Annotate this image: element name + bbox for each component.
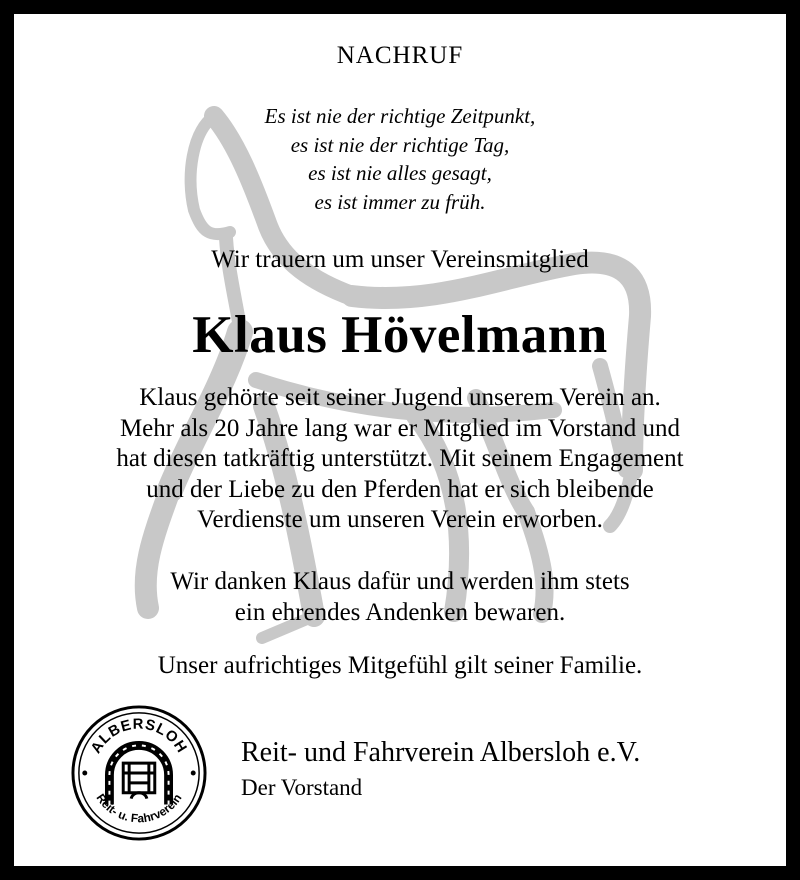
- memorial-poem: [14, 102, 786, 216]
- logo-top-text: ALBERSLOH: [88, 716, 190, 757]
- logo-bottom-text: Reit- u. Fahrverein: [93, 791, 185, 826]
- poem-line: es ist nie alles gesagt,: [308, 161, 492, 185]
- text-line: Wir danken Klaus dafür und werden ihm stets: [170, 568, 630, 595]
- text-line: Verdienste um unseren Verein erworben.: [197, 506, 603, 533]
- notice-heading: NACHRUF: [336, 42, 464, 69]
- text-line: hat diesen tatkräftig unterstützt. Mit seinem Engagement: [116, 445, 684, 472]
- poem-line: Es ist nie der richtige Zeitpunkt,: [264, 104, 536, 128]
- text-line: Unser aufrichtiges Mitgefühl gilt seiner Familie.: [157, 652, 643, 679]
- text-line: Klaus gehörte seit seiner Jugend unserem Verein an.: [139, 384, 661, 411]
- condolence-paragraph: [14, 651, 786, 682]
- thanks-paragraph: [14, 567, 786, 628]
- mourning-intro: Wir trauern um unser Vereinsmitglied: [211, 246, 589, 273]
- club-logo: [70, 704, 208, 842]
- signatory: Der Vorstand: [241, 775, 363, 800]
- text-line: und der Liebe zu den Pferden hat er sich bleibende: [146, 475, 654, 503]
- poem-line: es ist nie der richtige Tag,: [290, 132, 510, 157]
- deceased-name: Klaus Hövelmann: [192, 306, 608, 364]
- club-name: Reit- und Fahrverein Albersloh e.V.: [241, 737, 641, 768]
- poem-line: es ist immer zu früh.: [314, 189, 486, 214]
- text-line: Mehr als 20 Jahre lang war er Mitglied im Vorstand und: [119, 414, 681, 442]
- tribute-paragraph: [14, 383, 786, 536]
- text-line: ein ehrendes Andenken bewaren.: [234, 598, 566, 626]
